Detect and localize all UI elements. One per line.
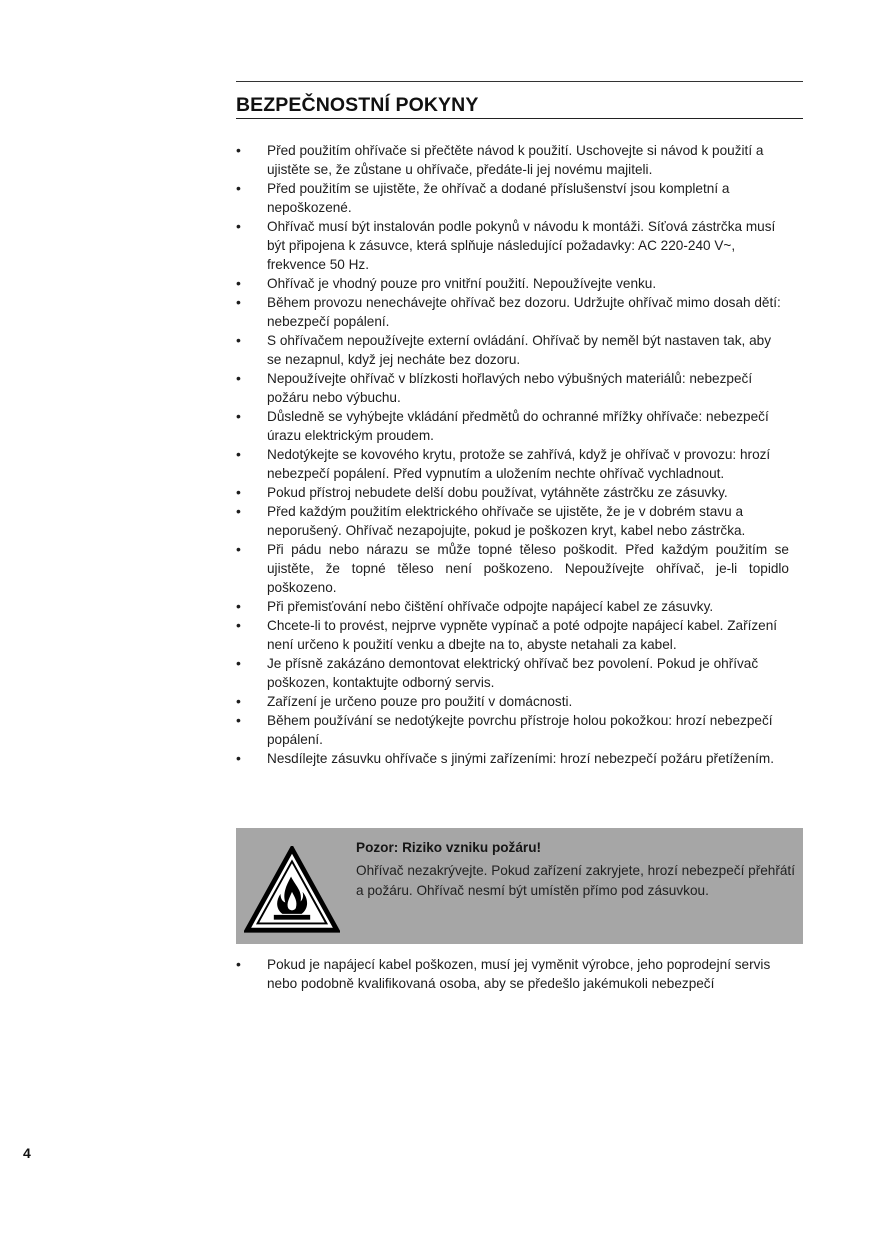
list-item: • Chcete-li to provést, nejprve vypněte vypínač a poté odpojte napájecí kabel. Zařízení není určeno k použití venku a dbejte na to, abyste netahali za kabel. [236,616,789,654]
flammable-warning-icon [244,846,340,934]
list-item: • Důsledně se vyhýbejte vkládání předmětů do ochranné mřížky ohřívače: nebezpečí úrazu elektrickým proudem. [236,407,789,445]
warning-text [356,838,796,900]
list-item: • Nedotýkejte se kovového krytu, protože se zahřívá, když je ohřívač v provozu: hrozí nebezpečí popálení. Před vypnutím a uložením nechte ohřívač vychladnout. [236,445,789,483]
warning-body: Ohřívač nezakrývejte. Pokud zařízení zakryjete, hrozí nebezpečí přehřátí a požáru. Ohřívač nesmí být umístěn přímo pod zásuvkou. [356,863,795,898]
section-title: BEZPEČNOSTNÍ POKYNY [236,93,803,119]
safety-instructions-list [236,141,789,768]
list-item: • Před každým použitím elektrického ohřívače se ujistěte, že je v dobrém stavu a neporušený. Ohřívač nezapojujte, pokud je poškozen kryt, kabel nebo zástrčka. [236,502,789,540]
list-item: • Ohřívač je vhodný pouze pro vnitřní použití. Nepoužívejte venku. [236,274,789,293]
list-item: • Před použitím ohřívače si přečtěte návod k použití. Uschovejte si návod k použití a ujistěte se, že zůstane u ohřívače, předáte-li jej novému majiteli. [236,141,789,179]
list-item: • Při pádu nebo nárazu se může topné těleso poškodit. Před každým použitím se ujistěte, že topné těleso není poškozeno. Nepoužívejte ohřívač, je-li topidlo poškozeno. [236,540,789,597]
list-item: • Ohřívač musí být instalován podle pokynů v návodu k montáži. Síťová zástrčka musí být připojena k zásuvce, která splňuje následující požadavky: AC 220-240 V~, frekvence 50 Hz. [236,217,789,274]
list-item: • Před použitím se ujistěte, že ohřívač a dodané příslušenství jsou kompletní a nepoškozené. [236,179,789,217]
list-item: • Je přísně zakázáno demontovat elektrický ohřívač bez povolení. Pokud je ohřívač poškozen, kontaktujte odborný servis. [236,654,789,692]
list-item: • S ohřívačem nepoužívejte externí ovládání. Ohřívač by neměl být nastaven tak, aby se nezapnul, když jej necháte bez dozoru. [236,331,789,369]
list-item: • Při přemisťování nebo čištění ohřívače odpojte napájecí kabel ze zásuvky. [236,597,789,616]
fire-warning-box [236,828,803,944]
safety-instructions-list-continued [236,955,791,993]
list-item: • Nesdílejte zásuvku ohřívače s jinými zařízeními: hrozí nebezpečí požáru přetížením. [236,749,789,768]
list-item: • Pokud je napájecí kabel poškozen, musí jej vyměnit výrobce, jeho poprodejní servis nebo podobně kvalifikovaná osoba, aby se předešlo jakémukoli nebezpečí [236,955,791,993]
top-rule [236,81,803,82]
list-item: • Zařízení je určeno pouze pro použití v domácnosti. [236,692,789,711]
list-item: • Během provozu nenechávejte ohřívač bez dozoru. Udržujte ohřívač mimo dosah dětí: nebezpečí popálení. [236,293,789,331]
list-item: • Během používání se nedotýkejte povrchu přístroje holou pokožkou: hrozí nebezpečí popálení. [236,711,789,749]
list-item: • Nepoužívejte ohřívač v blízkosti hořlavých nebo výbušných materiálů: nebezpečí požáru nebo výbuchu. [236,369,789,407]
page-number: 4 [23,1145,31,1161]
warning-title: Pozor: Riziko vzniku požáru! [356,840,542,855]
list-item: • Pokud přístroj nebudete delší dobu používat, vytáhněte zástrčku ze zásuvky. [236,483,789,502]
